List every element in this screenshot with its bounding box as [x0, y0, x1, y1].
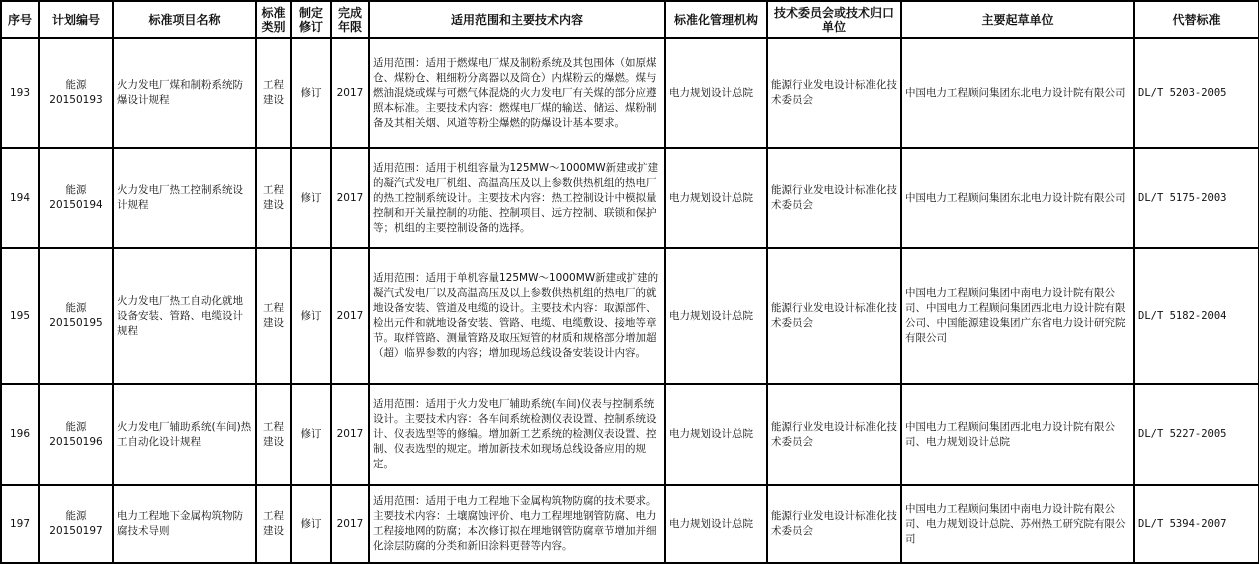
- cell-committee: 能源行业发电设计标准化技术委员会: [767, 485, 901, 563]
- header-committee: 技术委员会或技术归口单位: [767, 1, 901, 38]
- table-row: [1, 485, 1259, 563]
- cell-category: 工程建设: [256, 384, 291, 485]
- cell-no: 193: [1, 38, 39, 148]
- header-agency: 标准化管理机构: [665, 1, 767, 38]
- cell-category: 工程建设: [256, 485, 291, 563]
- cell-category: 工程建设: [256, 38, 291, 148]
- header-plan: 计划编号: [39, 1, 113, 38]
- cell-no: 195: [1, 248, 39, 384]
- header-year: 完成年限: [331, 1, 369, 38]
- cell-name: 火力发电厂煤和制粉系统防爆设计规程: [113, 38, 256, 148]
- header-drafter: 主要起草单位: [901, 1, 1134, 38]
- cell-category: 工程建设: [256, 248, 291, 384]
- header-scope: 适用范围和主要技术内容: [369, 1, 665, 38]
- cell-plan: 能源 20150193: [39, 38, 113, 148]
- cell-committee: 能源行业发电设计标准化技术委员会: [767, 248, 901, 384]
- cell-scope: 适用范围：适用于机组容量为125MW～1000MW新建或扩建的凝汽式发电厂机组、高温高压及以上参数供热机组的热电厂的热工控制系统设计。主要技术内容：热工控制设计中模拟量控制和开关量控制的功能、控制项目、远方控制、联锁和保护等；机组的主要控制设备的选择。: [369, 148, 665, 248]
- table-row: [1, 38, 1259, 148]
- header-row: [1, 1, 1259, 38]
- cell-scope: 适用范围：适用于单机容量125MW～1000MW新建或扩建的凝汽式发电厂以及高温高压及以上参数供热机组的热电厂的就地设备安装、管道及电缆的设计。主要技术内容：取源部件、检出元件和就地设备安装、管路、电缆、电缆敷设、接地等章节。取样管路、测量管路及取压短管的材质和规格部分增加超（超）临界参数的内容；增加现场总线设备安装设计内容。: [369, 248, 665, 384]
- cell-year: 2017: [331, 148, 369, 248]
- cell-type: 修订: [291, 248, 331, 384]
- cell-replaces: DL/T 5227-2005: [1134, 384, 1259, 485]
- cell-scope: 适用范围：适用于燃煤电厂煤及制粉系统及其包围体（如原煤仓、煤粉仓、粗细粉分离器以及筒仓）内煤粉云的爆燃。煤与燃油混烧或煤与可燃气体混烧的火力发电厂有关煤的部分应遵照本标准。主要技术内容：燃煤电厂煤的输送、储运、煤粉制备及其相关烟、风道等粉尘爆燃的防爆设计基本要求。: [369, 38, 665, 148]
- cell-plan: 能源 20150195: [39, 248, 113, 384]
- cell-committee: 能源行业发电设计标准化技术委员会: [767, 384, 901, 485]
- header-no: 序号: [1, 1, 39, 38]
- cell-agency: 电力规划设计总院: [665, 38, 767, 148]
- header-replaces: 代替标准: [1134, 1, 1259, 38]
- cell-plan: 能源 20150196: [39, 384, 113, 485]
- cell-year: 2017: [331, 38, 369, 148]
- header-name: 标准项目名称: [113, 1, 256, 38]
- table-row: [1, 384, 1259, 485]
- header-type: 制定修订: [291, 1, 331, 38]
- cell-agency: 电力规划设计总院: [665, 485, 767, 563]
- cell-no: 197: [1, 485, 39, 563]
- cell-drafter: 中国电力工程顾问集团东北电力设计院有限公司: [901, 38, 1134, 148]
- cell-replaces: DL/T 5182-2004: [1134, 248, 1259, 384]
- cell-type: 修订: [291, 38, 331, 148]
- cell-year: 2017: [331, 384, 369, 485]
- table-row: [1, 148, 1259, 248]
- cell-name: 火力发电厂辅助系统(车间)热工自动化设计规程: [113, 384, 256, 485]
- cell-drafter: 中国电力工程顾问集团东北电力设计院有限公司: [901, 148, 1134, 248]
- cell-name: 电力工程地下金属构筑物防腐技术导则: [113, 485, 256, 563]
- cell-replaces: DL/T 5175-2003: [1134, 148, 1259, 248]
- cell-type: 修订: [291, 485, 331, 563]
- cell-committee: 能源行业发电设计标准化技术委员会: [767, 148, 901, 248]
- cell-scope: 适用范围：适用于电力工程地下金属构筑物防腐的技术要求。主要技术内容：土壤腐蚀评价、电力工程埋地钢管防腐、电力工程接地网的防腐；本次修订拟在埋地钢管防腐章节增加并细化涂层防腐的分类和新旧涂料更替等内容。: [369, 485, 665, 563]
- cell-plan: 能源 20150197: [39, 485, 113, 563]
- cell-committee: 能源行业发电设计标准化技术委员会: [767, 38, 901, 148]
- cell-no: 194: [1, 148, 39, 248]
- cell-agency: 电力规划设计总院: [665, 248, 767, 384]
- cell-replaces: DL/T 5203-2005: [1134, 38, 1259, 148]
- cell-name: 火力发电厂热工自动化就地设备安装、管路、电缆设计规程: [113, 248, 256, 384]
- table-row: [1, 248, 1259, 384]
- cell-agency: 电力规划设计总院: [665, 384, 767, 485]
- cell-type: 修订: [291, 384, 331, 485]
- cell-scope: 适用范围：适用于火力发电厂辅助系统(车间)仪表与控制系统设计。主要技术内容：各车间系统检测仪表设置、控制系统设计、仪表选型等的修编。增加新工艺系统的检测仪表设置、控制、仪表选型的规定。增加新技术如现场总线设备应用的规定。: [369, 384, 665, 485]
- cell-drafter: 中国电力工程顾问集团中南电力设计院有限公司、中国电力工程顾问集团西北电力设计院有限公司、中国能源建设集团广东省电力设计研究院有限公司: [901, 248, 1134, 384]
- cell-drafter: 中国电力工程顾问集团西北电力设计院有限公司、电力规划设计总院: [901, 384, 1134, 485]
- cell-plan: 能源 20150194: [39, 148, 113, 248]
- cell-year: 2017: [331, 485, 369, 563]
- cell-drafter: 中国电力工程顾问集团中南电力设计院有限公司、电力规划设计总院、苏州热工研究院有限公司: [901, 485, 1134, 563]
- cell-no: 196: [1, 384, 39, 485]
- header-category: 标准类别: [256, 1, 291, 38]
- cell-agency: 电力规划设计总院: [665, 148, 767, 248]
- cell-name: 火力发电厂热工控制系统设计规程: [113, 148, 256, 248]
- cell-category: 工程建设: [256, 148, 291, 248]
- cell-replaces: DL/T 5394-2007: [1134, 485, 1259, 563]
- cell-year: 2017: [331, 248, 369, 384]
- cell-type: 修订: [291, 148, 331, 248]
